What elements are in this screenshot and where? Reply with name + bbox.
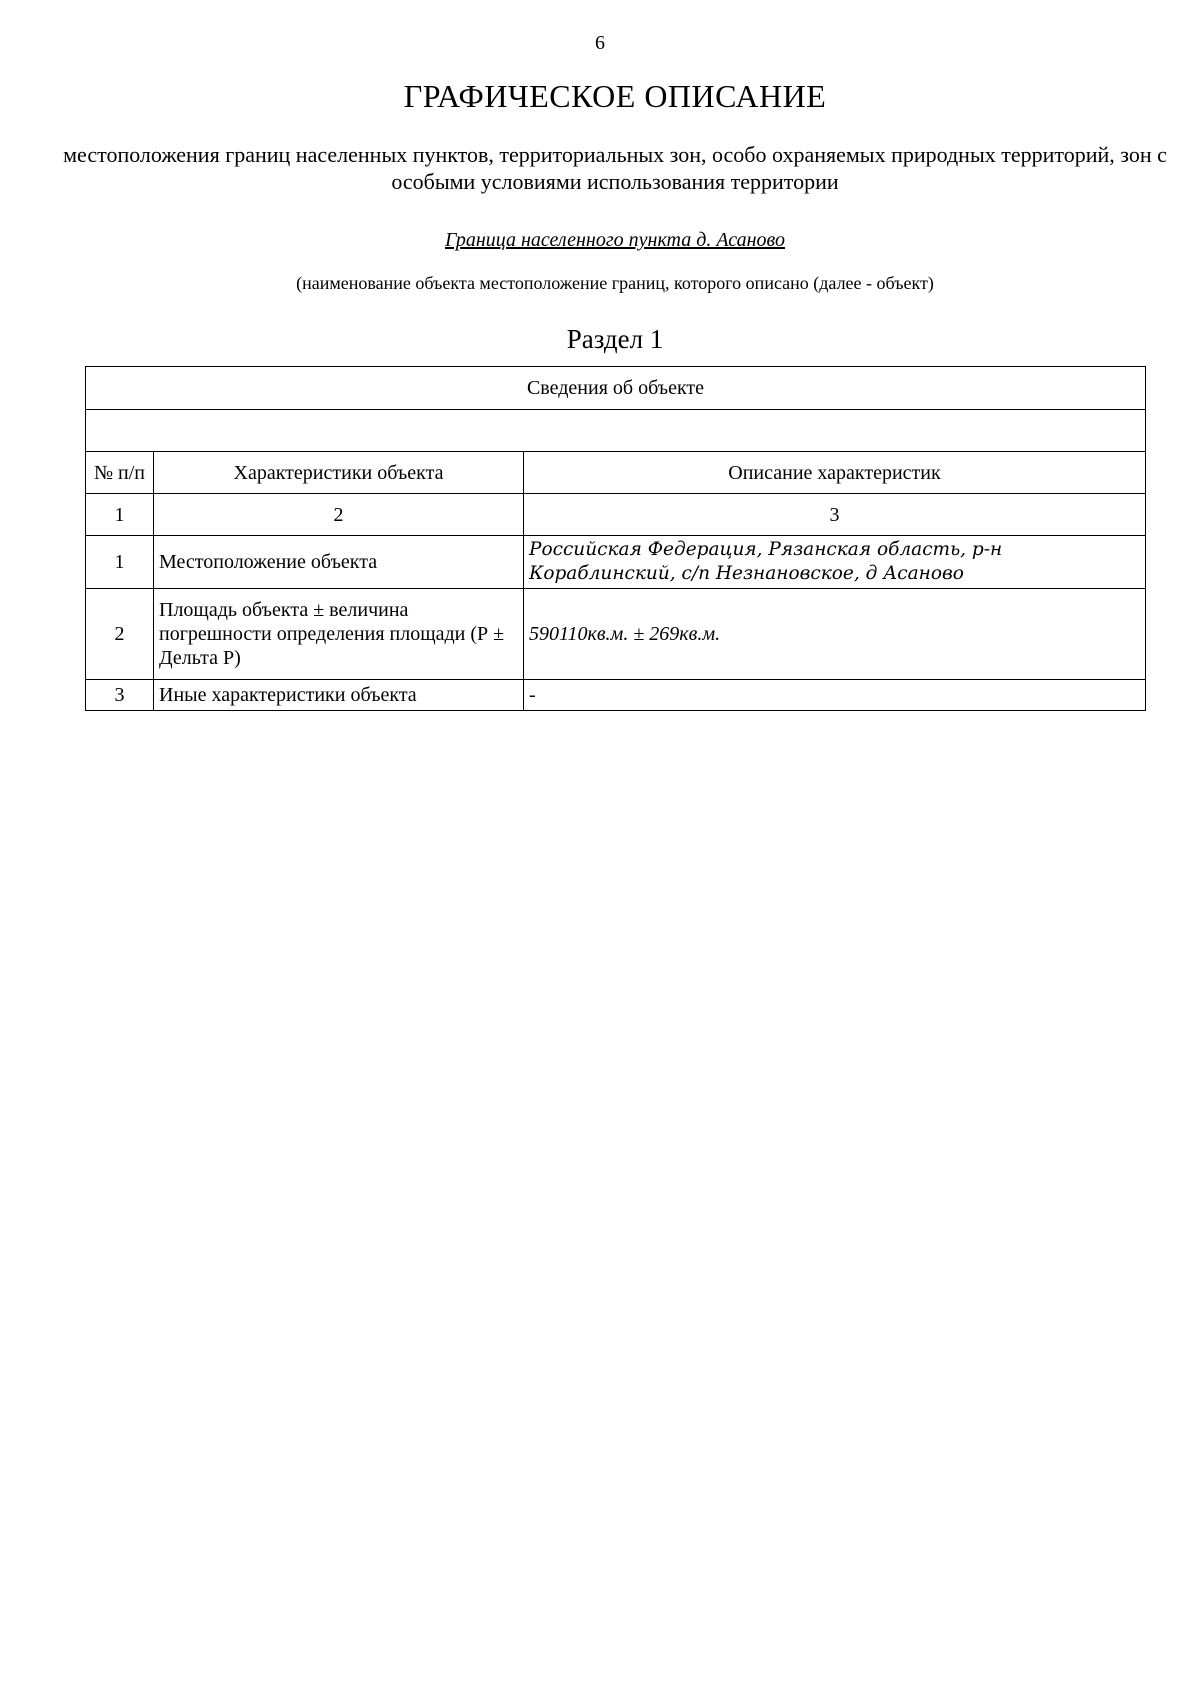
column-number: 1	[86, 494, 154, 536]
table-column-headers	[86, 452, 1146, 494]
object-name-caption: (наименование объекта местоположение границ, которого описано (далее - объект)	[296, 273, 934, 293]
object-name: Граница населенного пункта д. Асаново	[445, 229, 785, 251]
page-number: 6	[595, 32, 605, 54]
column-number: 2	[154, 494, 524, 536]
row-description: -	[524, 680, 1146, 711]
column-header-characteristic: Характеристики объекта	[154, 452, 524, 494]
row-number: 3	[86, 680, 154, 711]
table-blank-row	[86, 410, 1146, 452]
table-header: Сведения об объекте	[86, 367, 1146, 410]
table-row	[86, 589, 1146, 680]
column-header-description: Описание характеристик	[524, 452, 1146, 494]
row-number: 1	[86, 536, 154, 589]
table-row	[86, 680, 1146, 711]
table-blank-cell	[86, 410, 1146, 452]
table-header-row	[86, 367, 1146, 410]
document-subtitle: местоположения границ населенных пунктов, территориальных зон, особо охраняемых природных территорий, зон с особыми условиями использования территории	[63, 142, 1167, 194]
row-number: 2	[86, 589, 154, 680]
object-info-table	[85, 366, 1146, 711]
table-row	[86, 536, 1146, 589]
section-title: Раздел 1	[566, 324, 664, 354]
column-number: 3	[524, 494, 1146, 536]
row-characteristic: Иные характеристики объекта	[154, 680, 524, 711]
row-description: 590110кв.м. ± 269кв.м.	[524, 589, 1146, 680]
column-header-num: № п/п	[86, 452, 154, 494]
row-description: Российская Федерация, Рязанская область, р-н Кораблинский, с/п Незнановское, д Асаново	[524, 536, 1146, 589]
row-characteristic: Местоположение объекта	[154, 536, 524, 589]
document-title: ГРАФИЧЕСКОЕ ОПИСАНИЕ	[403, 78, 827, 114]
row-characteristic: Площадь объекта ± величина погрешности определения площади (Р ± Дельта Р)	[154, 589, 524, 680]
table-column-numbers	[86, 494, 1146, 536]
